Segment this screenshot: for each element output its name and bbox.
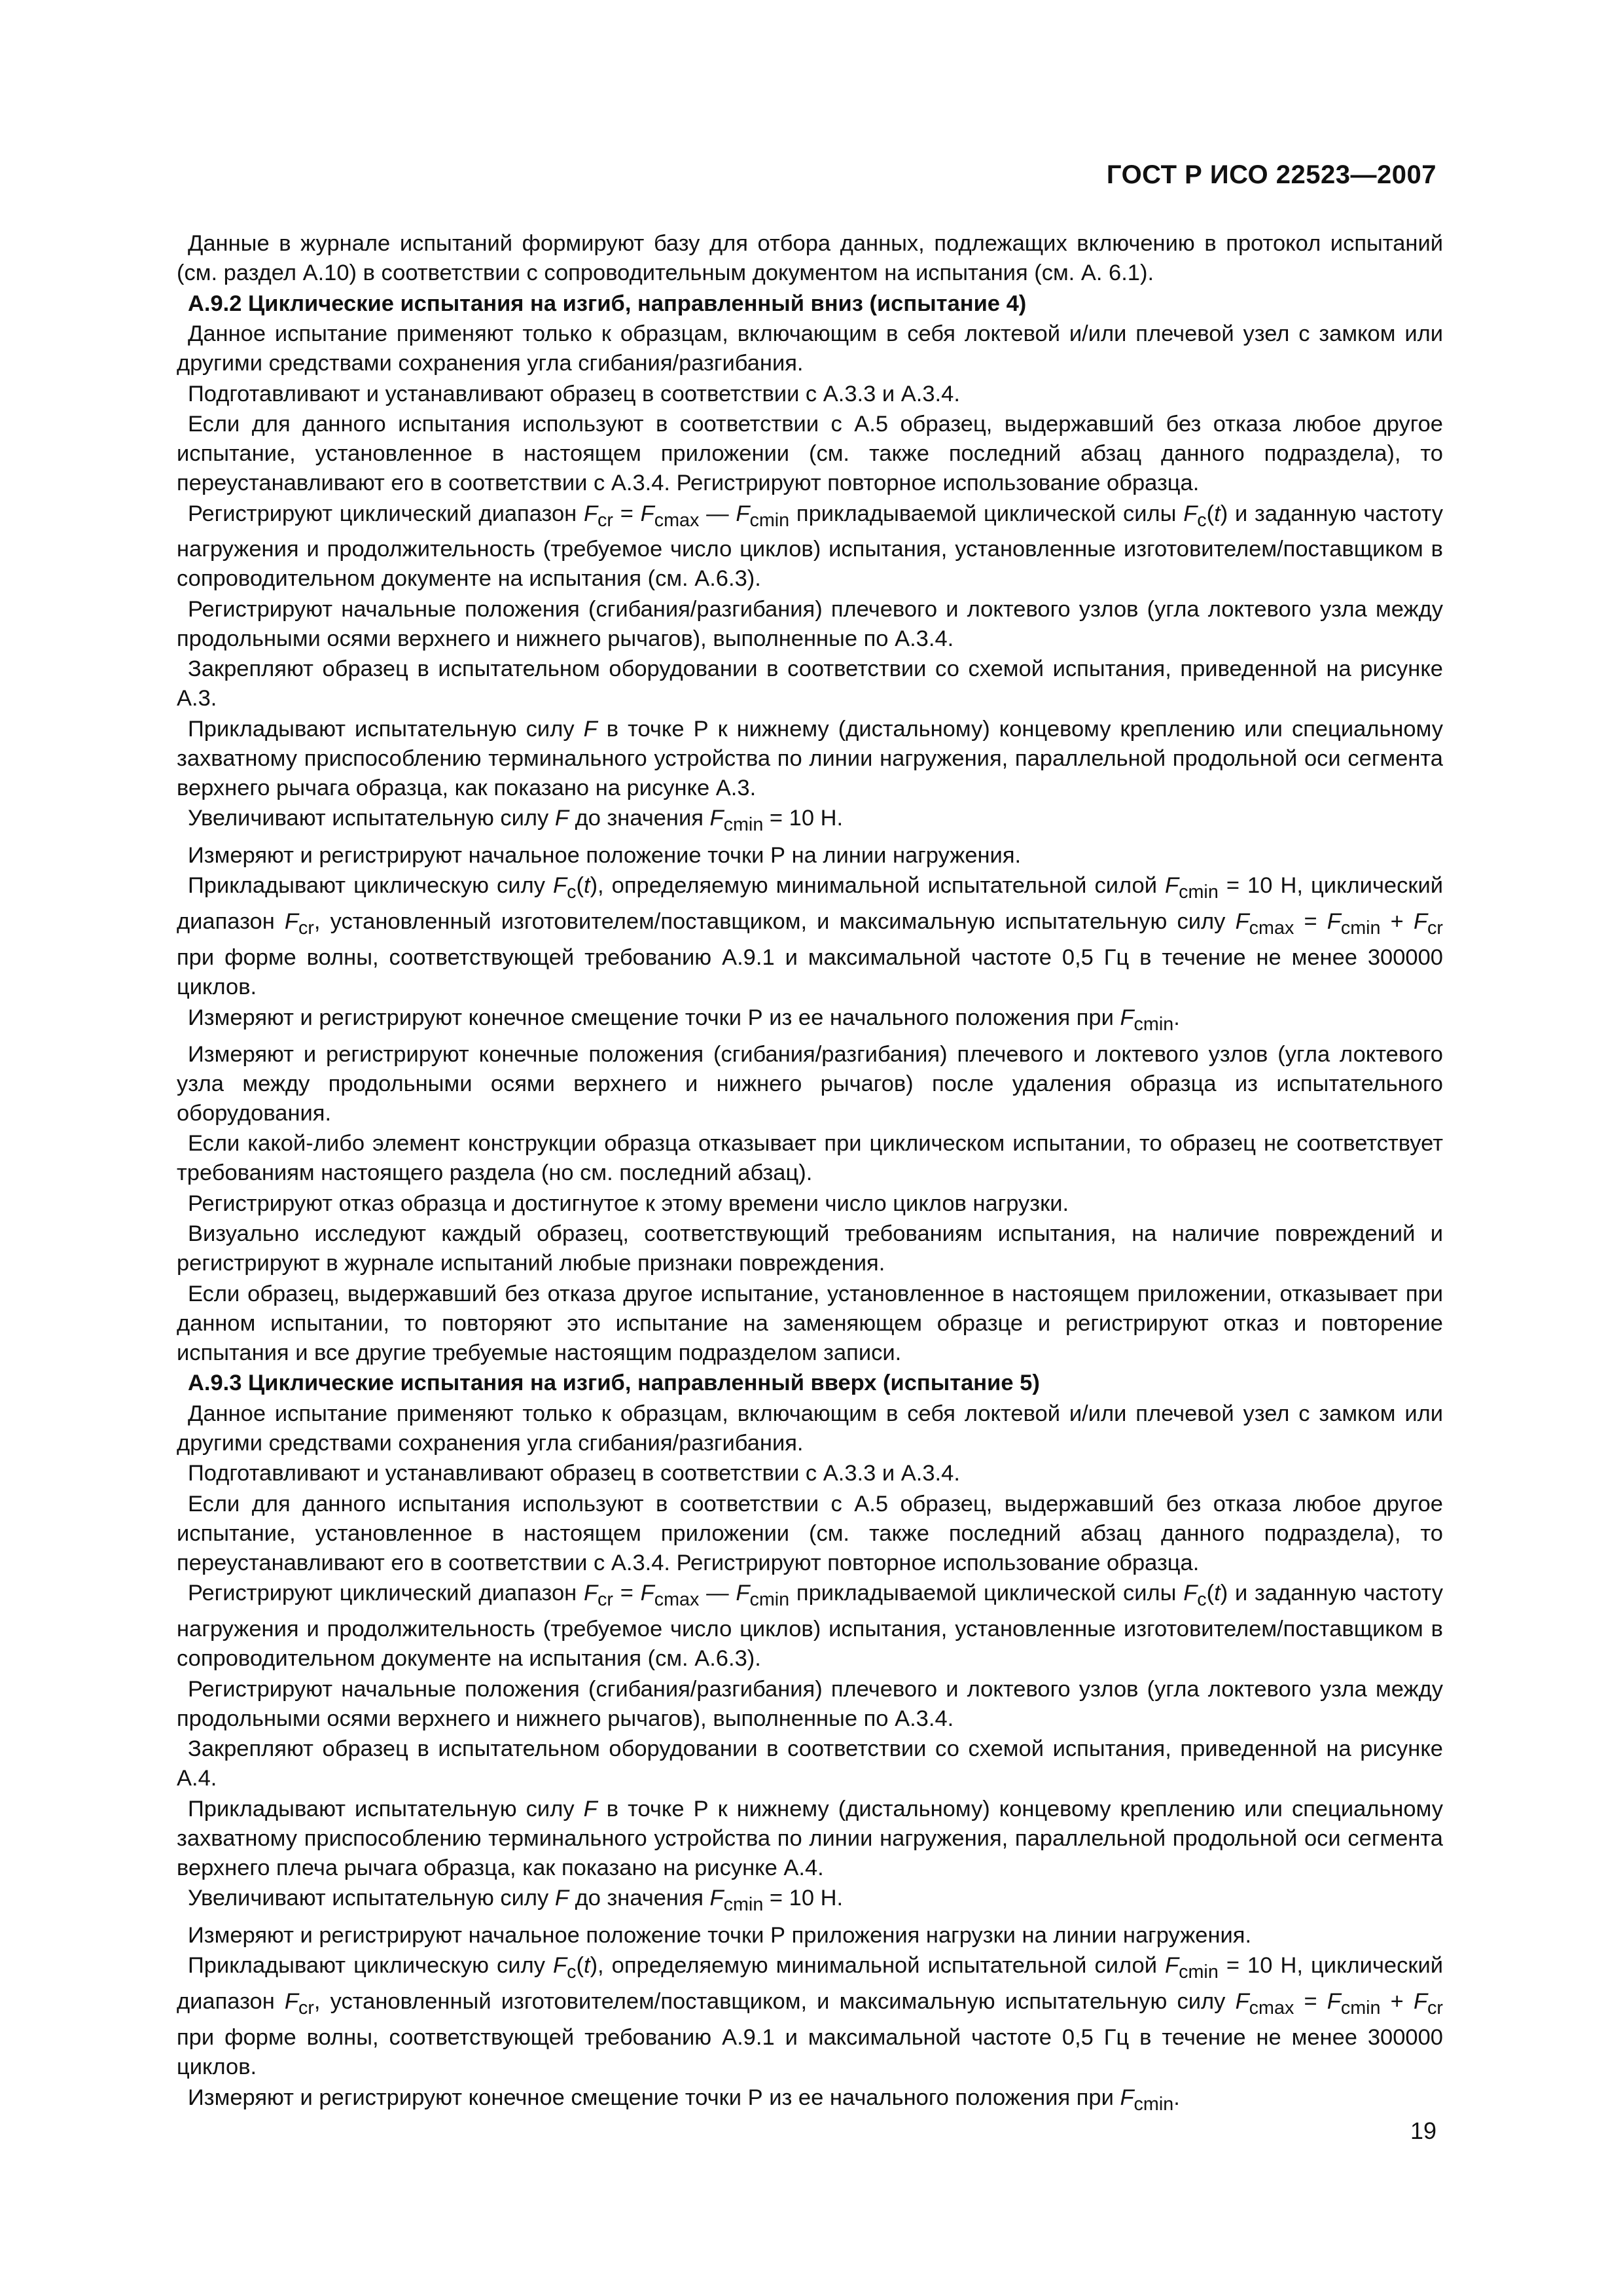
paragraph: Регистрируют циклический диапазон $F_{cr} = F_{cmax}$ — $F_{cmin}$ прикладываемой циклической силы $F_c(t)$ и заданную частоту нагружения и продолжительность (требуемое число циклов) испытания, установленные изготовителем/поставщиком в сопроводительном документе на испытания (см. А.6.3). (177, 501, 1443, 592)
paragraph: Регистрируют отказ образца и достигнутое к этому времени число циклов нагрузки. (188, 1191, 1069, 1216)
paragraph: Регистрируют начальные положения (сгибания/разгибания) плечевого и локтевого узлов (угла локтевого узла между продольными осями верхнего и нижнего рычагов), выполненные по А.3.4. (177, 596, 1443, 651)
paragraph: Регистрируют циклический диапазон $F_{cr} = F_{cmax}$ — $F_{cmin}$ прикладываемой циклической силы $F_c(t)$ и заданную частоту нагружения и продолжительность (требуемое число циклов) испытания, установленные изготовителем/поставщиком в сопроводительном документе на испытания (см. А.6.3). (177, 1581, 1443, 1672)
paragraph: Если для данного испытания используют в соответствии с А.5 образец, выдержавший без отказа любое другое испытание, установленное в настоящем приложении (см. также последний абзац данного подраздела), то переустанавливают его в соответствии с А.3.4. Регистрируют повторное использование образца. (177, 1491, 1443, 1575)
paragraph: Прикладывают испытательную силу F в точке Р к нижнему (дистальному) концевому креплению или специальному захватному приспособлению терминального устройства по линии нагружения, параллельной продольной оси сегмента верхнего плеча рычага образца, как показано на рисунке А.4. (177, 1796, 1443, 1880)
paragraph: Закрепляют образец в испытательном оборудовании в соответствии со схемой испытания, приведенной на рисунке А.4. (177, 1736, 1443, 1791)
paragraph: Измеряют и регистрируют конечное смещение точки Р из ее начального положения при $F_{cmin}$. (188, 2085, 1180, 2115)
paragraph: Прикладывают испытательную силу F в точке Р к нижнему (дистальному) концевому креплению или специальному захватному приспособлению терминального устройства по линии нагружения, параллельной продольной оси сегмента верхнего рычага образца, как показано на рисунке А.3. (177, 716, 1443, 800)
paragraph: Подготавливают и устанавливают образец в соответствии с А.3.3 и А.3.4. (188, 381, 960, 406)
section-heading: А.9.3 Циклические испытания на изгиб, направленный вверх (испытание 5) (188, 1371, 1040, 1396)
paragraph: Прикладывают циклическую силу $F_c(t)$, определяемую минимальной испытательной силой $F_{cmin} = 10$ Н, циклический диапазон $F_{cr}$, установленный изготовителем/поставщиком, и максимальную испытательную силу $F_{cmax} = F_{cmin} + F_{cr}$ при форме волны, соответствующей требованию А.9.1 и максимальной частоте 0,5 Гц в течение не менее 300000 циклов. (177, 873, 1443, 1000)
paragraph: Данные в журнале испытаний формируют базу для отбора данных, подлежащих включению в протокол испытаний (см. раздел А.10) в соответствии с сопроводительным документом на испытания (см. А. 6.1). (177, 231, 1443, 285)
paragraph: Данное испытание применяют только к образцам, включающим в себя локтевой и/или плечевой узел с замком или другими средствами сохранения угла сгибания/разгибания. (177, 321, 1443, 376)
paragraph: Измеряют и регистрируют конечные положения (сгибания/разгибания) плечевого и локтевого узлов (угла локтевого узла между продольными осями верхнего и нижнего рычагов) после удаления образца из испытательного оборудования. (177, 1041, 1443, 1126)
paragraph: Данное испытание применяют только к образцам, включающим в себя локтевой и/или плечевой узел с замком или другими средствами сохранения угла сгибания/разгибания. (177, 1401, 1443, 1456)
paragraph: Визуально исследуют каждый образец, соответствующий требованиям испытания, на наличие повреждений и регистрируют в журнале испытаний любые признаки повреждения. (177, 1221, 1443, 1276)
paragraph: Регистрируют начальные положения (сгибания/разгибания) плечевого и локтевого узлов (угла локтевого узла между продольными осями верхнего и нижнего рычагов), выполненные по А.3.4. (177, 1676, 1443, 1731)
paragraph: Если какой-либо элемент конструкции образца отказывает при циклическом испытании, то образец не соответствует требованиям настоящего раздела (но см. последний абзац). (177, 1131, 1443, 1186)
paragraph: Если для данного испытания используют в соответствии с А.5 образец, выдержавший без отказа любое другое испытание, установленное в настоящем приложении (см. также последний абзац данного подраздела), то переустанавливают его в соответствии с А.3.4. Регистрируют повторное использование образца. (177, 412, 1443, 495)
paragraph: Закрепляют образец в испытательном оборудовании в соответствии со схемой испытания, приведенной на рисунке А.3. (177, 656, 1443, 711)
document-body (177, 229, 1443, 2120)
section-heading: А.9.2 Циклические испытания на изгиб, направленный вниз (испытание 4) (188, 291, 1027, 316)
page-number: 19 (1410, 2117, 1436, 2144)
paragraph: Измеряют и регистрируют конечное смещение точки Р из ее начального положения при $F_{cmin}$. (188, 1005, 1180, 1035)
paragraph: Измеряют и регистрируют начальное положение точки Р на линии нагружения. (188, 842, 1022, 868)
paragraph: Увеличивают испытательную силу F до значения $F_{cmin} = 10$ Н. (188, 1886, 844, 1916)
paragraph: Подготавливают и устанавливают образец в соответствии с А.3.3 и А.3.4. (188, 1461, 960, 1486)
paragraph: Увеличивают испытательную силу F до значения $F_{cmin} = 10$ Н. (188, 806, 844, 836)
document-header: ГОСТ Р ИСО 22523—2007 (1106, 160, 1436, 189)
paragraph: Если образец, выдержавший без отказа другое испытание, установленное в настоящем приложении, отказывает при данном испытании, то повторяют это испытание на заменяющем образце и регистрируют отказ и повторение испытания и все другие требуемые настоящим подразделом записи. (177, 1281, 1443, 1365)
paragraph: Измеряют и регистрируют начальное положение точки Р приложения нагрузки на линии нагружения. (188, 1922, 1252, 1948)
paragraph: Прикладывают циклическую силу $F_c(t)$, определяемую минимальной испытательной силой $F_{cmin} = 10$ Н, циклический диапазон $F_{cr}$, установленный изготовителем/поставщиком, и максимальную испытательную силу $F_{cmax} = F_{cmin} + F_{cr}$ при форме волны, соответствующей требованию А.9.1 и максимальной частоте 0,5 Гц в течение не менее 300000 циклов. (177, 1953, 1443, 2080)
